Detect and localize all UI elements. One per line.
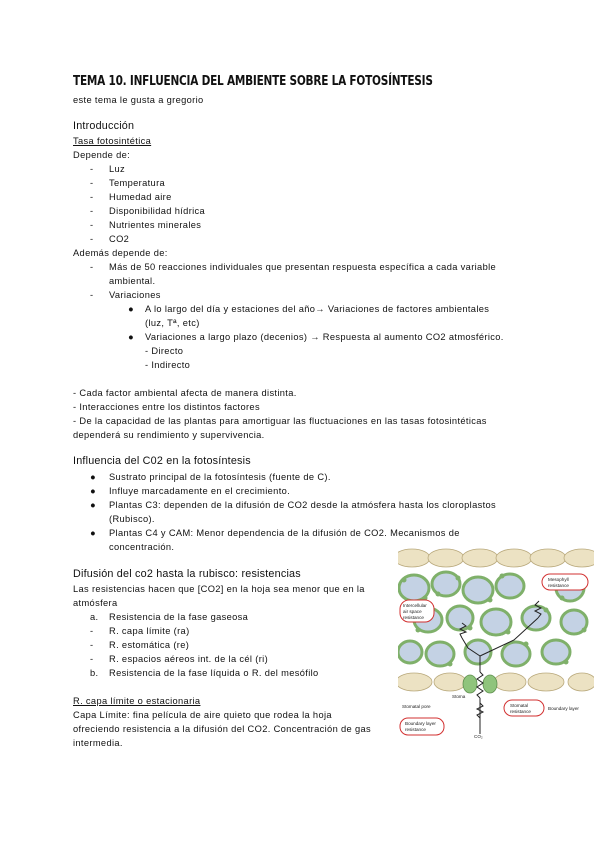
list-dash: - xyxy=(90,640,94,650)
list-dash: - xyxy=(90,178,94,188)
list-item: Más de 50 reacciones individuales que presentan respuesta específica a cada variable xyxy=(109,262,497,272)
label-intercellular-3: resistance xyxy=(403,615,424,620)
list-dash: - xyxy=(90,234,94,244)
list-dash: - xyxy=(90,290,94,300)
depends-label: Depende de: xyxy=(73,150,131,160)
list-item: Resistencia de la fase líquida o R. del mesófilo xyxy=(109,668,319,678)
nested-item: Variaciones a largo plazo (decenios) → Respuesta al aumento CO2 atmosférico. xyxy=(145,332,504,342)
label-boundary-layer: Boundary layer xyxy=(548,706,579,711)
label-stomatal-pore: Stomatal pore xyxy=(402,704,431,709)
section-heading-diffusion: Difusión del co2 hasta la rubisco: resistencias xyxy=(73,568,301,580)
list-marker: a. xyxy=(90,612,99,622)
list-item: Disponibilidad hídrica xyxy=(109,206,206,216)
paragraph-line: ofreciendo resistencia a la difusión del CO2. Concentración de gas xyxy=(73,724,372,734)
list-item: Luz xyxy=(109,164,126,174)
label-stoma: Stoma xyxy=(452,694,466,699)
list-marker: b. xyxy=(90,668,99,678)
list-dash: - xyxy=(90,654,94,664)
page-title: TEMA 10. INFLUENCIA DEL AMBIENTE SOBRE LA FOTOSÍNTESIS xyxy=(73,73,433,89)
label-co2: CO₂ xyxy=(474,734,483,739)
label-boundary-1: Boundary layer xyxy=(405,721,436,726)
note-line: - Cada factor ambiental afecta de manera distinta. xyxy=(73,388,297,398)
list-item: Resistencia de la fase gaseosa xyxy=(109,612,249,622)
paragraph-line: atmósfera xyxy=(73,598,118,608)
bullet-item: Plantas C3: dependen de la difusión de CO2 desde la atmósfera hasta los cloroplastos xyxy=(109,500,497,510)
paragraph-line: intermedia. xyxy=(73,738,123,748)
nested-item-continuation: (luz, Tª, etc) xyxy=(145,318,200,328)
list-item: Nutrientes minerales xyxy=(109,220,202,230)
label-stomatal-2: resistance xyxy=(510,709,531,714)
note-line: - Interacciones entre los distintos factores xyxy=(73,402,260,412)
bullet-dot: ● xyxy=(90,528,96,538)
nested-sub-item: - Indirecto xyxy=(145,360,191,370)
list-item: R. estomática (re) xyxy=(109,640,190,650)
bullet-item-continuation: (Rubisco). xyxy=(109,514,155,524)
bullet-dot: ● xyxy=(128,332,134,342)
label-boundary-2: resistance xyxy=(405,727,426,732)
list-dash: - xyxy=(90,220,94,230)
subheading-tasa: Tasa fotosintética xyxy=(73,136,152,146)
bullet-item: Plantas C4 y CAM: Menor dependencia de la difusión de CO2. Mecanismos de xyxy=(109,528,460,538)
bullet-dot: ● xyxy=(90,472,96,482)
list-item: Humedad aire xyxy=(109,192,172,202)
bullet-dot: ● xyxy=(128,304,134,314)
list-item: Variaciones xyxy=(109,290,161,300)
paragraph-line: Capa Límite: fina película de aire quieto que rodea la hoja xyxy=(73,710,332,720)
list-item: R. capa límite (ra) xyxy=(109,626,190,636)
bullet-dot: ● xyxy=(90,500,96,510)
list-item-continuation: ambiental. xyxy=(109,276,156,286)
bullet-dot: ● xyxy=(90,486,96,496)
list-item: CO2 xyxy=(109,234,130,244)
page-subtitle: este tema le gusta a gregorio xyxy=(73,95,204,105)
list-dash: - xyxy=(90,192,94,202)
label-stomatal-1: Stomatal xyxy=(510,703,529,708)
bullet-item-continuation: concentración. xyxy=(109,542,175,552)
nested-item: A lo largo del día y estaciones del año→ Variaciones de factores ambientales xyxy=(145,304,490,314)
subheading-boundary: R. capa límite o estacionaria xyxy=(73,696,201,706)
note-line: - De la capacidad de las plantas para amortiguar las fluctuaciones en las tasas fotosintéticas xyxy=(73,416,487,426)
label-intercellular-1: Intercellular xyxy=(403,603,427,608)
list-item: Temperatura xyxy=(109,178,166,188)
bullet-item: Influye marcadamente en el crecimiento. xyxy=(109,486,291,496)
note-line: dependerá su rendimiento y supervivencia. xyxy=(73,430,265,440)
label-mesophyll-1: Mesophyll xyxy=(548,577,569,582)
list-item: R. espacios aéreos int. de la cél (ri) xyxy=(109,654,269,664)
list-dash: - xyxy=(90,206,94,216)
label-intercellular-2: air space xyxy=(403,609,422,614)
list-dash: - xyxy=(90,626,94,636)
also-label: Además depende de: xyxy=(73,248,168,258)
paragraph-line: Las resistencias hacen que [CO2] en la hoja sea menor que en la xyxy=(73,584,365,594)
label-mesophyll-2: resistance xyxy=(548,583,569,588)
nested-sub-item: - Directo xyxy=(145,346,184,356)
bullet-item: Sustrato principal de la fotosíntesis (fuente de C). xyxy=(109,472,331,482)
section-heading-intro: Introducción xyxy=(73,120,135,132)
leaf-resistance-diagram xyxy=(398,548,594,740)
list-dash: - xyxy=(90,262,94,272)
list-dash: - xyxy=(90,164,94,174)
section-heading-co2: Influencia del C02 en la fotosíntesis xyxy=(73,455,251,467)
